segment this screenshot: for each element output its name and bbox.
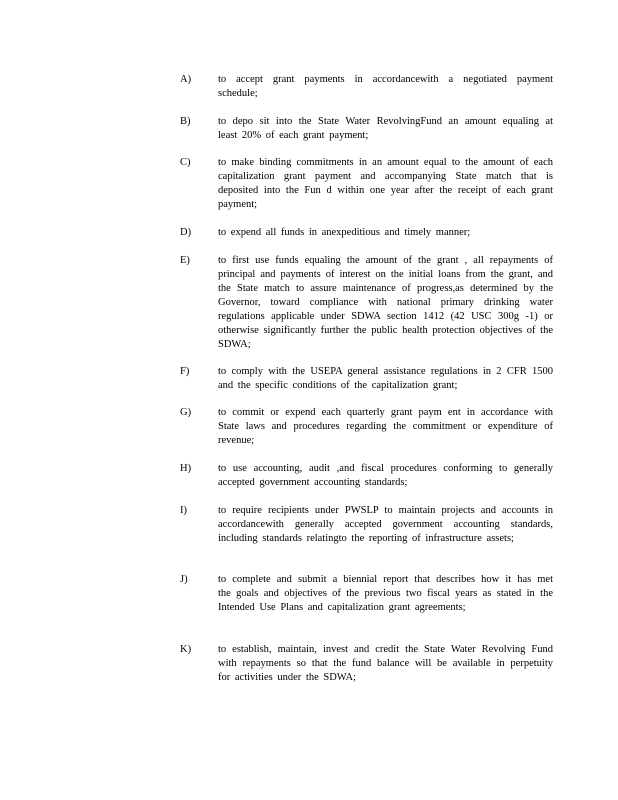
item-text: to commit or expend each quarterly grant paym ent in accordance with State laws and procedures regarding the commitment or expenditure of revenue; bbox=[218, 407, 553, 446]
item-text: to make binding commitments in an amount equal to the amount of each capitalization grant payment and accompanying State match that is deposited into the Fun d within one year after the receipt of each grant payment; bbox=[218, 157, 553, 210]
item-text: to require recipients under PWSLP to maintain projects and accounts in accordancewith generally accepted government accounting standards, including standards relatingto the reporting of infrastructure assets; bbox=[218, 505, 553, 544]
item-text: to depo sit into the State Water RevolvingFund an amount equaling at least 20% of each grant payment; bbox=[218, 116, 553, 141]
item-label: J) bbox=[180, 574, 188, 585]
item-text: to comply with the USEPA general assistance regulations in 2 CFR 1500 and the specific conditions of the capitalization grant; bbox=[218, 366, 553, 391]
item-text: to establish, maintain, invest and credit the State Water Revolving Fund with repayments so that the fund balance will be available in perpetuity for activities under the SDWA; bbox=[218, 644, 553, 683]
item-text: to expend all funds in anexpeditious and timely manner; bbox=[218, 227, 471, 238]
item-label: E) bbox=[180, 255, 190, 266]
item-text: to use accounting, audit ,and fiscal procedures conforming to generally accepted government accounting standards; bbox=[218, 463, 553, 488]
item-label: H) bbox=[180, 463, 192, 474]
item-text: to first use funds equaling the amount of the grant , all repayments of principal and payments of interest on the initial loans from the grant, and the State match to assure maintenance of progress,as determined by the Governor, toward compliance with national primary drinking water regulations applicable under SDWA section 1412 (42 USC 300g -1) or otherwise significantly further the public health protection objectives of the SDWA; bbox=[218, 255, 553, 350]
item-label: G) bbox=[180, 407, 192, 418]
item-label: B) bbox=[180, 116, 191, 127]
item-label: A) bbox=[180, 74, 192, 85]
item-text: to accept grant payments in accordancewith a negotiated payment schedule; bbox=[218, 74, 553, 99]
item-label: D) bbox=[180, 227, 192, 238]
item-label: I) bbox=[180, 505, 187, 516]
item-text: to complete and submit a biennial report that describes how it has met the goals and objectives of the previous two fiscal years as stated in the Intended Use Plans and capitalization grant agreements; bbox=[218, 574, 553, 613]
item-label: C) bbox=[180, 157, 191, 168]
item-label: F) bbox=[180, 366, 190, 377]
item-label: K) bbox=[180, 644, 192, 655]
